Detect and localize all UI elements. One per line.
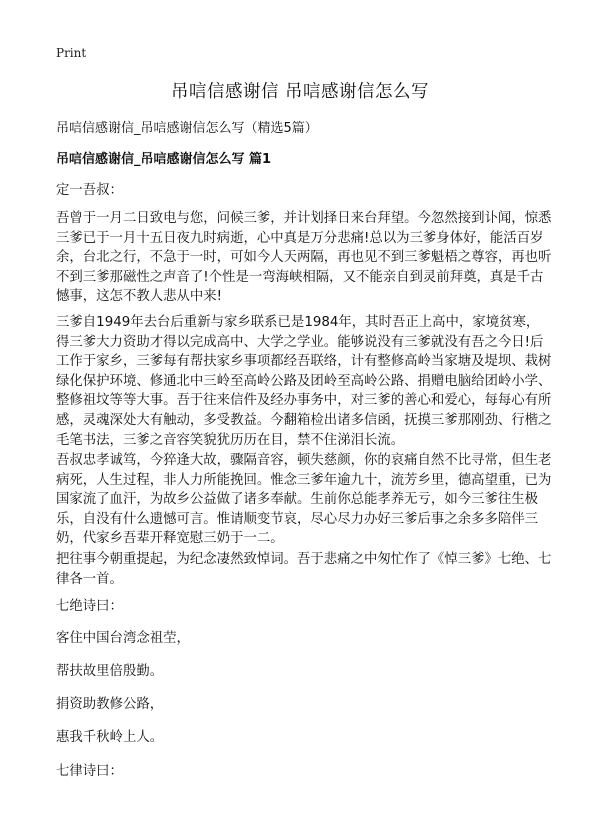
section-heading: 吊唁信感谢信_吊唁感谢信怎么写 篇1 xyxy=(56,152,272,167)
greeting: 定一吾叔： xyxy=(56,183,123,198)
print-label[interactable]: Print xyxy=(56,46,87,60)
paragraph-4: 把往事今朝重提起，为纪念凄然致悼词。吾于悲痛之中匆忙作了《悼三爹》七绝、七律各一首。 xyxy=(56,552,552,587)
poem-line: 客住中国台湾念祖茔， xyxy=(56,631,190,646)
paragraph-2: 三爹自1949年去台后重新与家乡联系已是1984年，其时吾正上高中，家境贫寒，得三爹大力资助才得以完成高中、大学之学业。能够说没有三爹就没有吾之今日!后工作于家乡，三爹每有帮扶家乡事项都经吾联络，计有整修高岭当家塘及堤坝、栽树绿化保护环境、修通北中三岭至高岭公路及团岭至高岭公路、捐赠电脑给团岭小学、整修祖坟等等大事。吾于往来信件及经办事务中，对三爹的善心和爱心，每每心有所感，灵魂深处大有触动，多受教益。今翻箱检出诸多信函，抚摸三爹那刚劲、行楷之毛笔书法，三爹之音容笑貌犹历历在目，禁不住涕泪长流。 xyxy=(56,315,552,448)
qijue-label: 七绝诗曰： xyxy=(56,599,123,614)
paragraph-3: 吾叔忠孝诚笃，今猝逢大故，骤隔音容，顿失慈颜，你的哀痛自然不比寻常，但生老病死，人生过程，非人力所能挽回。惟念三爹年逾九十，流芳乡里，德高望重，已为国家流了血汗，为故乡公益做了诸多奉献。生前你总能孝养无亏，如今三爹往生极乐，自没有什么遗憾可言。惟请顺变节哀，尽心尽力办好三爹后事之余多多陪伴三奶，代家乡吾辈开释宽慰三奶于一二。 xyxy=(56,453,552,547)
poem-line: 帮扶故里倍殷勤。 xyxy=(56,664,164,679)
document-subtitle: 吊唁信感谢信_吊唁感谢信怎么写（精选5篇） xyxy=(56,121,318,136)
paragraph-1: 吾曾于一月二日致电与您，问候三爹，并计划择日来台拜望。今忽然接到讣闻，惊悉三爹已于一月十五日夜九时病逝，心中真是万分悲痛!总以为三爹身体好，能活百岁余，台北之行，不急于一时，可如今人天两隔，再也见不到三爹魁梧之尊容，再也听不到三爹那磁性之声音了!个性是一弯海峡相隔，又不能亲自到灵前拜奠，真是千古憾事，这怎不教人悲从中来! xyxy=(56,211,552,305)
poem-line: 惠我千秋岭上人。 xyxy=(56,730,164,745)
poem-line: 捐资助教修公路， xyxy=(56,697,164,712)
qilu-label: 七律诗曰： xyxy=(56,764,123,779)
document-title: 吊唁信感谢信 吊唁感谢信怎么写 xyxy=(170,82,430,102)
